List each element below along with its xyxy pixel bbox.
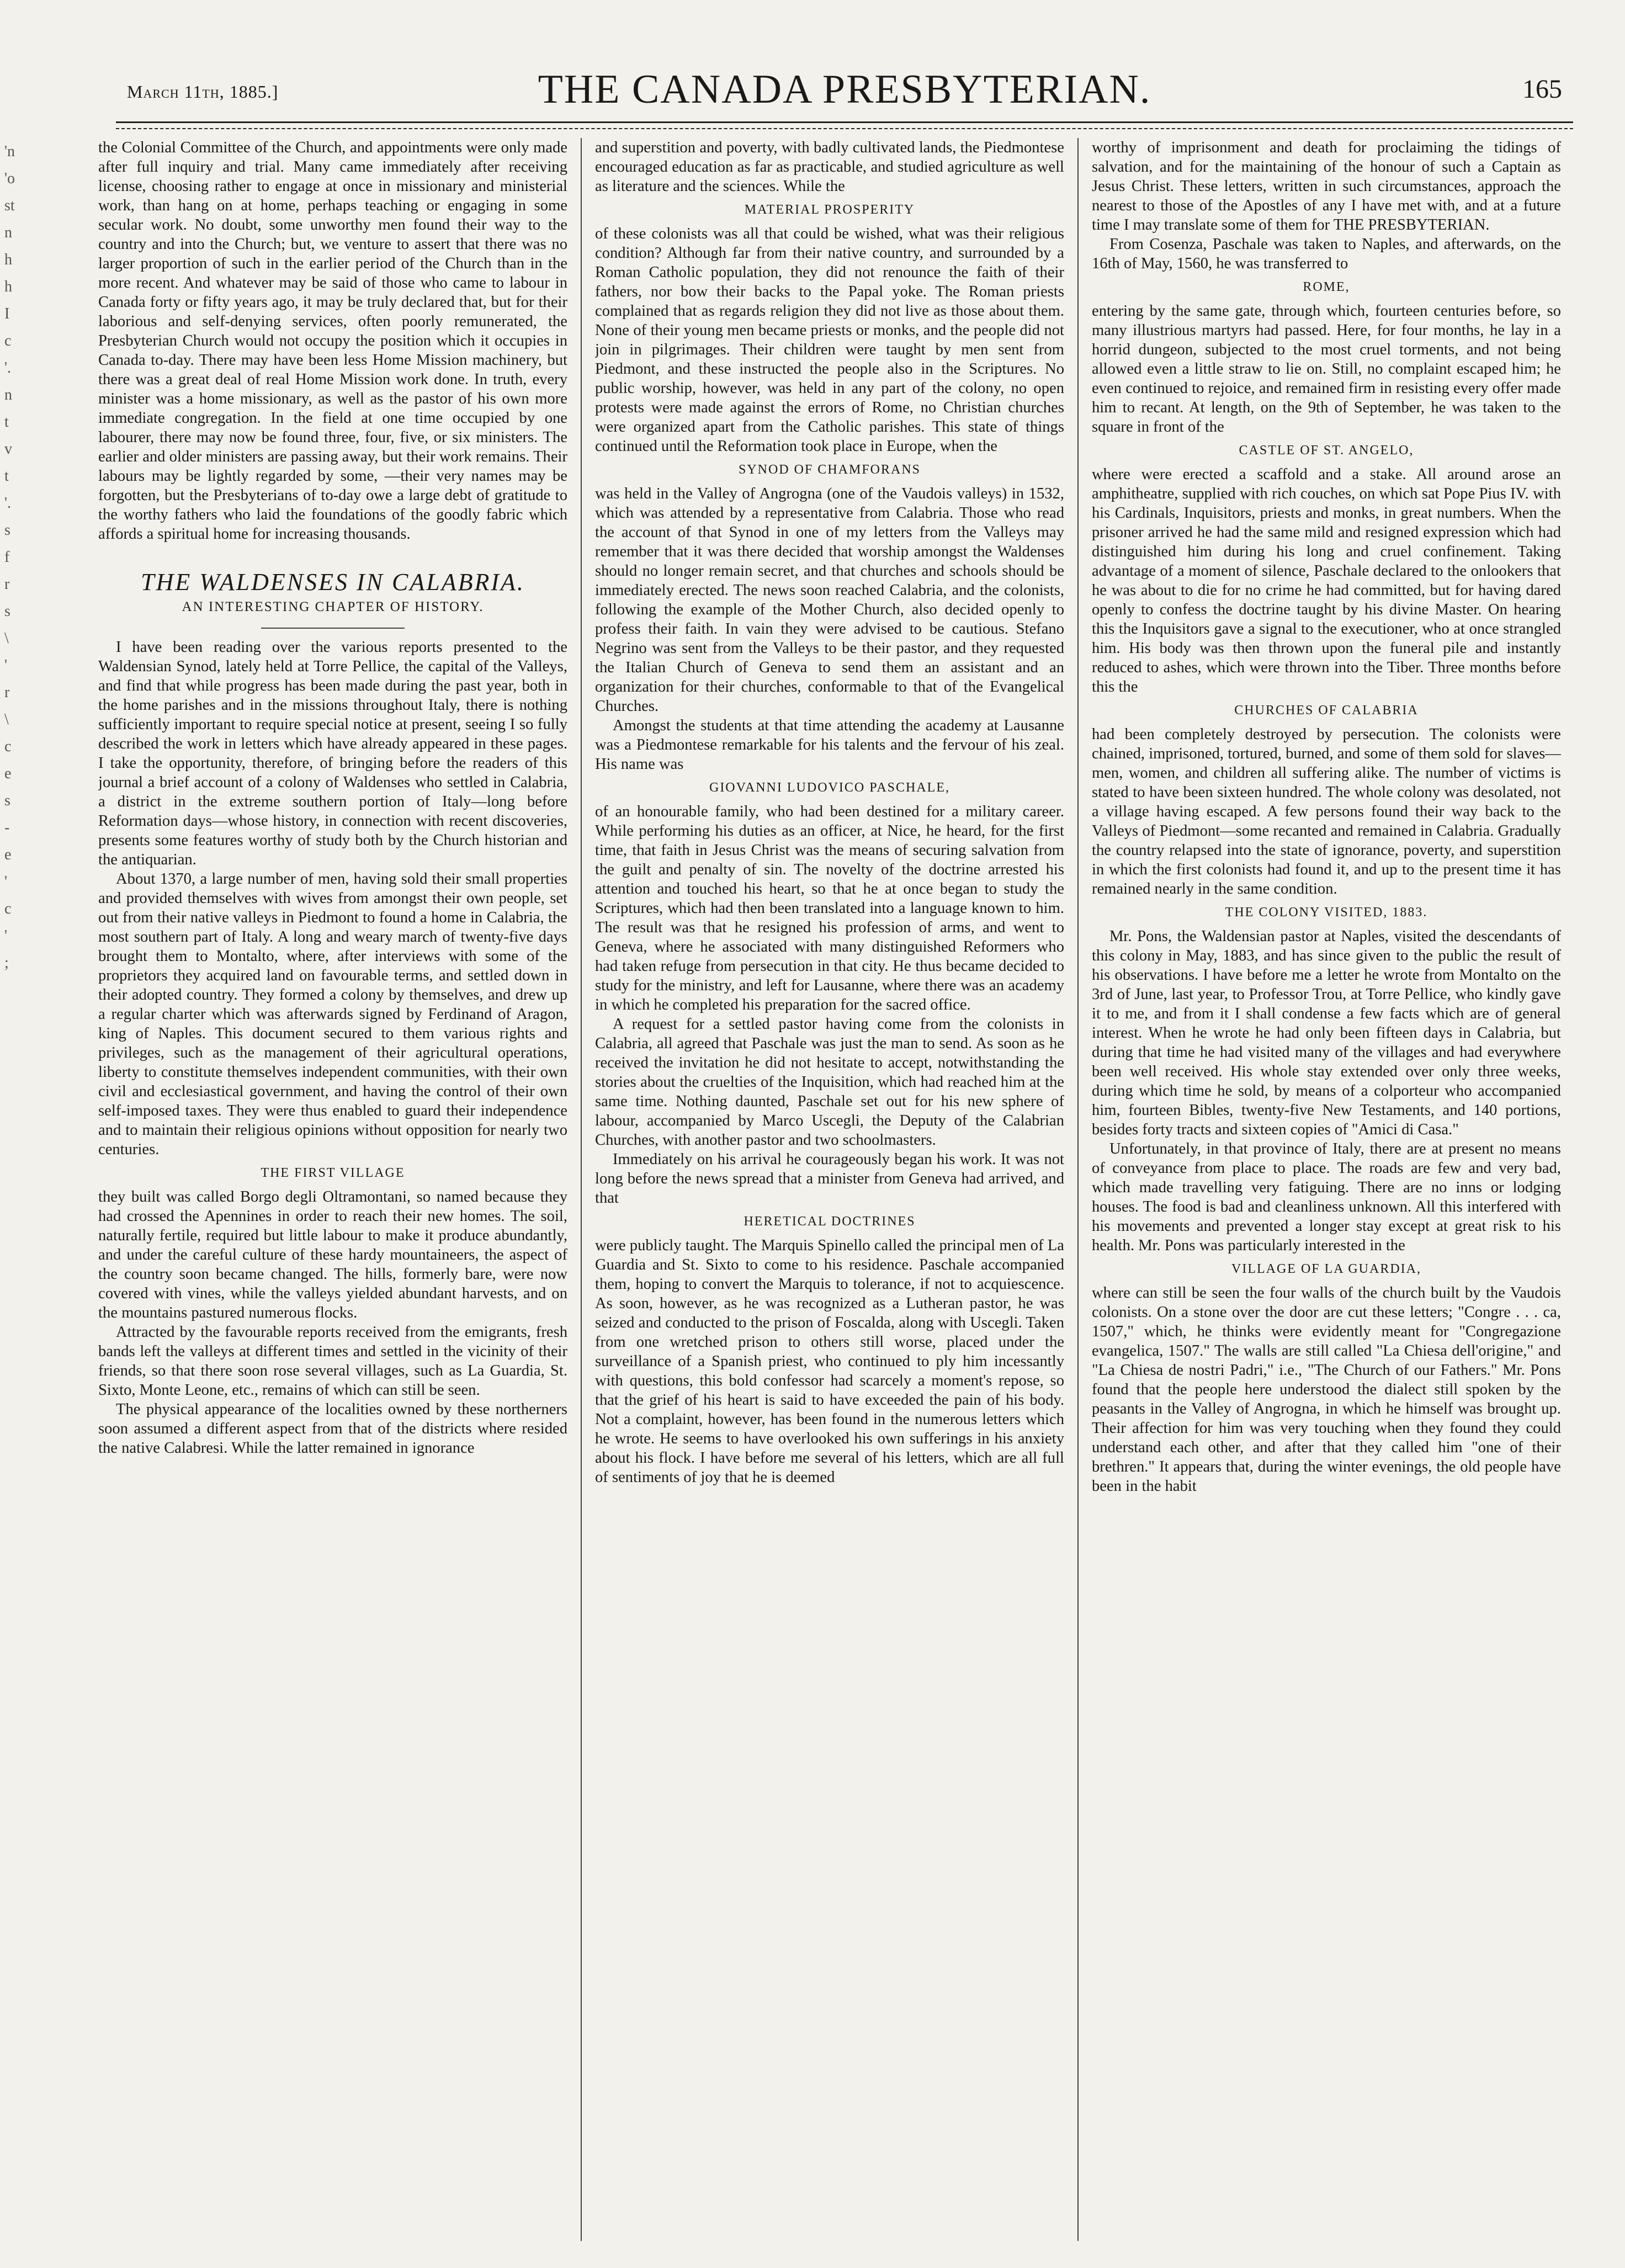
section-heading: CASTLE OF ST. ANGELO, <box>1239 443 1414 458</box>
paragraph: I have been reading over the various reports presented to the Waldensian Synod, lately held at Torre Pellice, the capital of the Valleys, and find that while progress has been made during the past year, both in the home parishes and in the missions throughout Italy, there is nothing sufficiently important to require special notice at present, seeing I so fully described the work in letters which have already appeared in these pages. I take the opportunity, therefore, of bringing before the readers of this journal a brief account of a colony of Waldenses who settled in Calabria, a district in the extreme southern portion of Italy—long before Reformation days—whose history, in connection with recent discoveries, presents some features worthy of study both by the Church historian and the antiquarian. <box>98 639 567 868</box>
paragraph: was held in the Valley of Angrogna (one of the Vaudois valleys) in 1532, which was attended by a representative from Calabria. Those who read the account of that Synod in one of my letters from the Valleys may remember that it was there decided that worship amongst the Waldenses should no longer remain secret, and that churches and schools should be immediately erected. The news soon reached Calabria, and the colonists, following the example of the Mother Church, also decided openly to profess their faith. In vain they were advised to be cautious. Stefano Negrino was sent from the Valleys to be their pastor, and they requested the Italian Church of Geneva to send them an assistant and an organization for their churches, conformable to that of the Evangelical Churches. <box>595 485 1064 715</box>
margin-fragment: h <box>4 278 12 295</box>
page-header <box>116 66 1573 121</box>
margin-fragment: c <box>4 900 12 917</box>
paragraph: Immediately on his arrival he courageously began his work. It was not long before the news spread that a minister from Geneva had arrived, and that <box>595 1151 1064 1207</box>
margin-fragment: 'n <box>4 143 15 160</box>
paragraph: had been completely destroyed by persecution. The colonists were chained, imprisoned, tortured, burned, and some of them sold for slaves—men, women, and children all suffering alike. The number of victims is stated to have been sixteen hundred. The whole colony was desolated, not a village having escaped. A few persons found their way back to the Valleys of Piedmont—some recanted and remained in Calabria. Gradually the country relapsed into the state of ignorance, poverty, and superstition in which the first colonists had found it, and up to the present time it has remained nearly in the same condition. <box>1092 726 1561 897</box>
margin-fragment: e <box>4 846 12 863</box>
section-heading: CHURCHES OF CALABRIA <box>1234 703 1419 718</box>
section-heading: THE COLONY VISITED, 1883. <box>1225 905 1428 920</box>
paragraph: Attracted by the favourable reports received from the emigrants, fresh bands left the valleys at different times and settled in the vicinity of their friends, so that there soon rose several villages, such as La Guardia, St. Sixto, Monte Leone, etc., remains of which can still be seen. <box>98 1324 567 1399</box>
column-3 <box>1092 138 1561 2241</box>
page-number: 165 <box>1522 75 1562 104</box>
paragraph: Mr. Pons, the Waldensian pastor at Naples, visited the descendants of this colony in May, 1883, and has since given to the public the result of his observations. I have before me a letter he wrote from Montalto on the 3rd of June, last year, to Professor Trou, at Torre Pellice, who kindly gave it to me, and from it I shall condense a few facts which are of general interest. When he wrote he had only been fifteen days in Calabria, but during that time he had visited many of the villages and had everywhere been well received. His whole stay extended over only three weeks, during which time he sold, by means of a colporteur who accompanied him, fourteen Bibles, twenty-five New Testaments, and 140 portions, besides forty tracts and sixteen copies of "Amici di Casa." <box>1092 928 1561 1138</box>
margin-fragment: t <box>4 413 9 431</box>
margin-fragment: ; <box>4 954 9 971</box>
column-divider <box>581 138 582 2241</box>
left-margin-fragments <box>4 138 26 976</box>
margin-fragment: n <box>4 224 12 241</box>
paragraph: where were erected a scaffold and a stake. All around arose an amphitheatre, supplied with rich couches, on which sat Pope Pius IV. with his Cardinals, Inquisitors, priests and monks, in great numbers. When the prisoner arrived he had the same mild and resigned expression which had distinguished him during his long and cruel confinement. Taking advantage of a moment of silence, Paschale declared to the onlookers that he was about to die for no crime he had committed, but for having dared openly to confess the doctrine taught by his divine Master. On hearing this the Inquisitors gave a signal to the executioner, who at once strangled him. His body was then thrown upon the funeral pile and instantly reduced to ashes, which were thrown into the Tiber. Three months before this the <box>1092 466 1561 695</box>
paragraph: of these colonists was all that could be wished, what was their religious condition? Although far from their native country, and surrounded by a Roman Catholic population, they did not renounce the faith of their fathers, nor bow their backs to the Papal yoke. The Roman priests complained that as regards religion they did not live as those about them. None of their young men became priests or monks, and the people did not join in pilgrimages. Their children were taught by men sent from Piedmont, and these instructed the people also in the Scriptures. No public worship, however, was held in any part of the colony, no open protests were made against the errors of Rome, no Christian churches were organized apart from the Catholic parishes. This state of things continued until the Reformation took place in Europe, when the <box>595 225 1064 455</box>
column-1 <box>98 138 567 2241</box>
paragraph: entering by the same gate, through which, fourteen centuries before, so many illustrious martyrs had passed. Here, for four months, he lay in a horrid dungeon, subjected to the most cruel torments, and not being allowed even a little straw to lie on. Still, no complaint escaped him; he even continued to rejoice, and remained firm in resisting every offer made him to recant. At length, on the 9th of September, he was taken to the square in front of the <box>1092 302 1561 435</box>
margin-fragment: f <box>4 549 10 566</box>
margin-fragment: \ <box>4 711 9 728</box>
paragraph: The physical appearance of the localities owned by these northerners soon assumed a different aspect from that of the districts where resided the native Calabresi. While the latter remained in ignorance <box>98 1401 567 1457</box>
column-divider <box>1077 138 1079 2241</box>
margin-fragment: 'o <box>4 170 15 187</box>
margin-fragment: st <box>4 197 15 214</box>
paragraph: A request for a settled pastor having come from the colonists in Calabria, all agreed that Paschale was just the man to send. As soon as he received the invitation he did not hesitate to accept, notwithstanding the stories about the cruelties of the Inquisition, which had reached him at the same time. Nothing daunted, Paschale set out for his new sphere of labour, accompanied by Marco Uscegli, the Deputy of the Calabrian Churches, with another pastor and two schoolmasters. <box>595 1016 1064 1149</box>
paragraph: and superstition and poverty, with badly cultivated lands, the Piedmontese encouraged education as far as practicable, and studied agriculture as well as literature and the sciences. While the <box>595 139 1064 195</box>
masthead-title: THE CANADA PRESBYTERIAN. <box>538 67 1151 112</box>
margin-fragment: n <box>4 386 12 403</box>
paragraph: they built was called Borgo degli Oltramontani, so named because they had crossed the Apennines in order to reach their new homes. The soil, naturally fertile, required but little labour to make it produce abundantly, and under the careful culture of these hardy mountaineers, the aspect of the country soon became changed. The hills, formerly bare, were now covered with vines, while the valleys yielded abundant harvests, and on the mountains pastured numerous flocks. <box>98 1188 567 1321</box>
article-title: THE WALDENSES IN CALABRIA. <box>141 569 525 596</box>
margin-fragment: ' <box>4 873 8 890</box>
margin-fragment: '. <box>4 359 12 376</box>
margin-fragment: ' <box>4 657 8 674</box>
margin-fragment: ' <box>4 927 8 944</box>
paragraph: worthy of imprisonment and death for proclaiming the tidings of salvation, and for the maintaining of the honour of such a Captain as Jesus Christ. These letters, written in such circumstances, approach the nearest to those of the Apostles of any I have met with, and at a future time I may translate some of them for THE PRESBYTERIAN. <box>1092 139 1561 233</box>
section-heading: THE FIRST VILLAGE <box>261 1166 405 1180</box>
margin-fragment: - <box>4 819 10 836</box>
section-heading: ROME, <box>1303 280 1350 294</box>
paragraph: Unfortunately, in that province of Italy, there are at present no means of conveyance from place to place. The roads are few and very bad, which made travelling very fatiguing. There are no inns or lodging houses. The food is bad and cleanliness unknown. All this interfered with his movements and prevented a longer stay except at great risk to his health. Mr. Pons was particularly interested in the <box>1092 1140 1561 1254</box>
header-rule-dashed <box>116 128 1573 129</box>
paragraph: of an honourable family, who had been destined for a military career. While performing his duties as an officer, at Nice, he heard, for the first time, that faith in Jesus Christ was the means of securing salvation from the guilt and penalty of sin. The novelty of the doctrine arrested his attention and touched his heart, so that he at once began to study the Scriptures, which had then been translated into a language known to him. The result was that he resigned his profession of arms, and went to Geneva, where he associated with many distinguished Reformers who had taken refuge from persecution in that city. He thus became decided to study for the ministry, and left for Lausanne, where there was an academy in which he completed his preparation for the sacred office. <box>595 803 1064 1013</box>
column-2 <box>595 138 1064 2241</box>
section-heading: MATERIAL PROSPERITY <box>744 203 915 217</box>
paragraph: where can still be seen the four walls of the church built by the Vaudois colonists. On a stone over the door are cut these letters; "Congre . . . ca, 1507," which, he thinks were evidently meant for "Congregazione evangelica, 1507." The walls are still called "La Chiesa dell'origine," and "La Chiesa de nostri Padri," i.e., "The Church of our Fathers." Mr. Pons found that the people here understood the dialect still spoken by the peasants in the Valley of Angrogna, in which he himself was brought up. Their affection for him was very touching when they found they could understand each other, and after that they called him "one of their brethren." It appears that, during the winter evenings, the old people have been in the habit <box>1092 1284 1561 1495</box>
margin-fragment: t <box>4 468 9 485</box>
section-heading: HERETICAL DOCTRINES <box>744 1214 916 1229</box>
article-subtitle: AN INTERESTING CHAPTER OF HISTORY. <box>182 599 484 614</box>
paragraph: Amongst the students at that time attending the academy at Lausanne was a Piedmontese remarkable for his talents and the fervour of his zeal. His name was <box>595 717 1064 773</box>
margin-fragment: v <box>4 440 12 458</box>
margin-fragment: c <box>4 738 12 755</box>
section-heading: SYNOD OF CHAMFORANS <box>738 463 921 477</box>
margin-fragment: c <box>4 332 12 349</box>
margin-fragment: I <box>4 305 10 322</box>
margin-fragment: \ <box>4 630 9 647</box>
margin-fragment: s <box>4 792 10 809</box>
issue-date: March 11th, 1885.] <box>127 82 279 102</box>
margin-fragment: r <box>4 576 10 593</box>
margin-fragment: '. <box>4 495 12 512</box>
margin-fragment: e <box>4 765 12 782</box>
section-heading: VILLAGE OF LA GUARDIA, <box>1231 1262 1421 1276</box>
margin-fragment: s <box>4 522 10 539</box>
margin-fragment: r <box>4 684 10 701</box>
margin-fragment: s <box>4 603 10 620</box>
margin-fragment: h <box>4 251 12 268</box>
paragraph: From Cosenza, Paschale was taken to Naples, and afterwards, on the 16th of May, 1560, he was transferred to <box>1092 236 1561 272</box>
section-heading: GIOVANNI LUDOVICO PASCHALE, <box>709 780 950 795</box>
title-rule <box>261 628 405 629</box>
paragraph: the Colonial Committee of the Church, and appointments were only made after full inquiry and trial. Many came immediately after receiving license, choosing rather to engage at once in missionary and ministerial work, than hang on at home, perhaps teaching or engaging in some secular work. No doubt, some unworthy men found their way to the country and into the Church; but, we venture to assert that there was no larger proportion of such in the earlier period of the Church than in the more recent. And whatever may be said of those who came to labour in Canada forty or fifty years ago, it may be truly declared that, but for their laborious and self-denying services, often poorly remunerated, the Presbyterian Church would not occupy the position which it occupies in Canada to-day. There may have been less Home Mission machinery, but there was a great deal of real Home Mission work done. In truth, every minister was a home missionary, as well as the pastor of his own more immediate congregation. In the field at one time occupied by one labourer, there may now be found three, four, five, or six ministers. The earlier and older ministers are passing away, but their work remains. Their labours may be lightly regarded by some, —their very names may be forgotten, but the Presbyterians of to-day owe a large debt of gratitude to the worthy fathers who laid the foundations of the goodly fabric which affords a spiritual home for increasing thousands. <box>98 139 567 543</box>
paragraph: About 1370, a large number of men, having sold their small properties and provided themselves with wives from amongst their own people, set out from their native valleys in Piedmont to found a home in Calabria, the most southern part of Italy. A long and weary march of twenty-five days brought them to Montalto, where, after interviews with some of the proprietors they acquired land on favourable terms, and settled down in their adopted country. They formed a colony by themselves, and drew up a regular charter which was afterwards signed by Ferdinand of Aragon, king of Naples. This document secured to them various rights and privileges, such as the management of their agricultural operations, liberty to constitute themselves independent communities, with their own civil and ecclesiastical government, and having the control of their own self-imposed taxes. They were thus enabled to guard their independence and to maintain their religious opinions without opposition for nearly two centuries. <box>98 870 567 1158</box>
paragraph: were publicly taught. The Marquis Spinello called the principal men of La Guardia and St. Sixto to come to his residence. Paschale accompanied them, hoping to convert the Marquis to tolerance, if not to acquiescence. As soon, however, as he was recognized as a Lutheran pastor, he was seized and conducted to the prison of Foscalda, along with Uscegli. Taken from one wretched prison to others still worse, placed under the surveillance of a Spanish priest, who continued to ply him incessantly with questions, this bold confessor had scarcely a moment's repose, so that the grief of his heart is said to have exceeded the pain of his body. Not a complaint, however, has been found in the numerous letters which he wrote. He seems to have overlooked his own sufferings in his anxiety about his flock. I have before me several of his letters, which are all full of sentiments of joy that he is deemed <box>595 1237 1064 1486</box>
header-rule <box>116 121 1573 123</box>
